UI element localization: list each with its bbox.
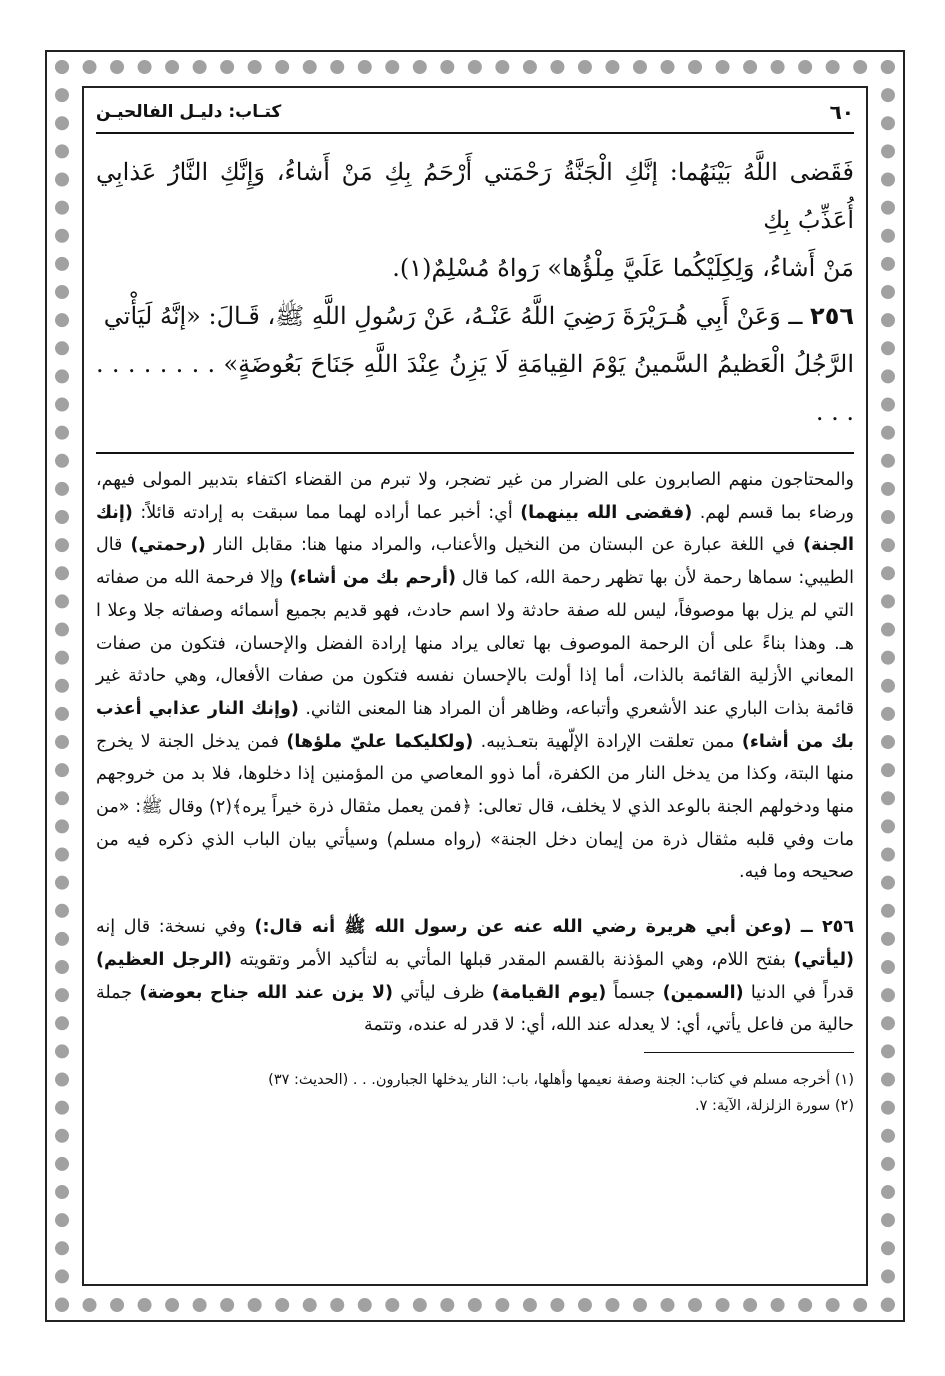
commentary-segment: ظرف ليأتي — [392, 982, 492, 1003]
commentary-segment: وإلا فرحمة الله من صفاته التي لم يزل بها موصوفاً، ليس لله صفة حادثة ولا اسم حادث، فهو قديم بجميع أسمائه وصفاته جلا وعلا ا هـ. وهذا بناءً على أن الرحمة الموصوف بها تعالى يراد منها إرادة الفضل والإحسان، فتكون من صفات المعاني الأزلية القائمة بالذات، أما إذا أولت بالإحسان نفسه فتكون من صفات الأفعال، وهي حادثة غير قائمة بذات الباري عند الأشعري وأتباعه، وظاهر أن المراد هنا المعنى الثاني. — [96, 568, 854, 719]
commentary-segment: وفي نسخة: قال إنه — [96, 917, 255, 938]
commentary-paragraph — [96, 911, 854, 1042]
hadith-256-line-1 — [96, 292, 854, 340]
commentary-segment: والمحتاجون منهم الصابرون على الضرار من غير تضجر، ولا تبرم من القضاء اكتفاء بتدبير المولى فيهم، ورضاء بما قسم لهم. — [96, 470, 854, 523]
page-content — [96, 92, 854, 1119]
commentary-segment: ممن تعلقت الإرادة الإلّهية بتعـذيبه. — [473, 731, 742, 752]
commentary-segment: قدراً في الدنيا — [743, 982, 854, 1003]
commentary-bold-segment: (رحمتي) — [130, 535, 206, 556]
footnote-1: (١) أخرجه مسلم في كتاب: الجنة وصفة نعيمها وأهلها، باب: النار يدخلها الجبارون. . . (الحديث: ٣٧) — [268, 1071, 854, 1088]
commentary-bold-segment: (السمين) — [662, 982, 744, 1003]
hadith-text — [96, 148, 854, 436]
commentary-segment: أي: أخبر عما أراده لهما مما سبقت به إرادته قائلاً: — [132, 502, 521, 523]
commentary-segment: في اللغة عبارة عن البستان من النخيل والأعناب، والمراد منها هنا: مقابل النار — [205, 535, 804, 556]
footnote-2: (٢) سورة الزلزلة، الآية: ٧. — [695, 1097, 854, 1114]
footnote-divider — [644, 1052, 854, 1053]
commentary-paragraph — [96, 464, 854, 889]
commentary-segment: فمن يدخل الجنة لا يخرج منها البتة، وكذا من يدخل النار من الكفرة، أما ذوو المعاصي من المؤمنين إذا دخلوها، فلا بد من خروجهم منها ودخولهم الجنة بالوعد الذي لا يخلف، قال تعالى: ﴿فمن يعمل مثقال ذرة خيراً يره﴾(٢) وقال ﷺ: «من مات وفي قلبه مثقال ذرة من إيمان دخل الجنة» (رواه مسلم) وسيأتي بيان الباب الذي ذكره فيه من صحيحه وما فيه. — [96, 731, 854, 883]
page-header — [96, 92, 854, 134]
hadith-line: مَنْ أَشاءُ، وَلِكِلَيْكُما عَلَيَّ مِلْؤُها» رَواهُ مُسْلِمٌ(١). — [392, 254, 854, 282]
commentary-bold-segment: (ولكليكما عليّ ملؤها) — [286, 731, 474, 752]
commentary-bold-segment: (يوم القيامة) — [491, 982, 607, 1003]
commentary-segment: بفتح اللام، وهي المؤذنة بالقسم المقدر قبلها المأتي به لتأكيد الأمر وتقويته — [232, 949, 794, 970]
page-number: ٦٠ — [829, 100, 854, 124]
commentary-bold-segment: (ليأتي) — [793, 949, 855, 970]
commentary-bold-segment: (لا يزن عند الله جناح بعوضة) — [139, 982, 393, 1003]
commentary — [96, 464, 854, 1042]
commentary-segment: قال الطيبي: سماها رحمة لأن بها تظهر رحمة الله، كما قال — [96, 535, 854, 589]
commentary-segment: جملة حالية من فاعل يأتي، أي: لا يعدله عند الله، أي: لا قدر له عنده، وتتمة — [96, 982, 854, 1036]
commentary-segment: جسماً — [606, 982, 663, 1003]
hadith-line: فَقَضى اللَّهُ بَيْنَهُما: إنَّكِ الْجَنَّةُ رَحْمَتي أَرْحَمُ بِكِ مَنْ أَشاءُ، وَإِنَّكِ النَّارُ عَذابِي أُعَذِّبُ بِكِ — [96, 158, 854, 234]
commentary-bold-segment: (فقضى الله بينهما) — [520, 502, 693, 523]
hadith-256-text: ــ وَعَنْ أَبِي هُـرَيْرَةَ رَضِيَ اللَّهُ عَنْـهُ، عَنْ رَسُولِ اللَّهِ ﷺ، قَـالَ: «إنَّهُ لَيَأْتي — [103, 302, 803, 330]
hadith-number: ٢٥٦ — [810, 302, 854, 330]
hadith-line: الرَّجُلُ الْعَظيمُ السَّمينُ يَوْمَ القِيامَةِ لَا يَزِنُ عِنْدَ اللَّهِ جَنَاحَ بَعُوضَةٍ» . . . . . . . . . . . — [96, 350, 854, 426]
commentary-bold-segment: (وإنك النار عذابي أعذب بك من أشاء) — [96, 698, 854, 752]
commentary-bold-segment: (أرحم بك من أشاء) — [289, 568, 456, 589]
footnotes — [96, 1067, 854, 1119]
book-title: كتـاب: دليـل الفالحيـن — [96, 102, 282, 122]
section-divider — [96, 452, 854, 454]
commentary-bold-segment: (الرجل العظيم) — [96, 949, 232, 970]
commentary-bold-segment: (إنك الجنة) — [96, 502, 855, 556]
commentary-bold-segment: ٢٥٦ ــ (وعن أبي هريرة رضي الله عنه عن رسول الله ﷺ أنه قال:) — [254, 917, 854, 938]
